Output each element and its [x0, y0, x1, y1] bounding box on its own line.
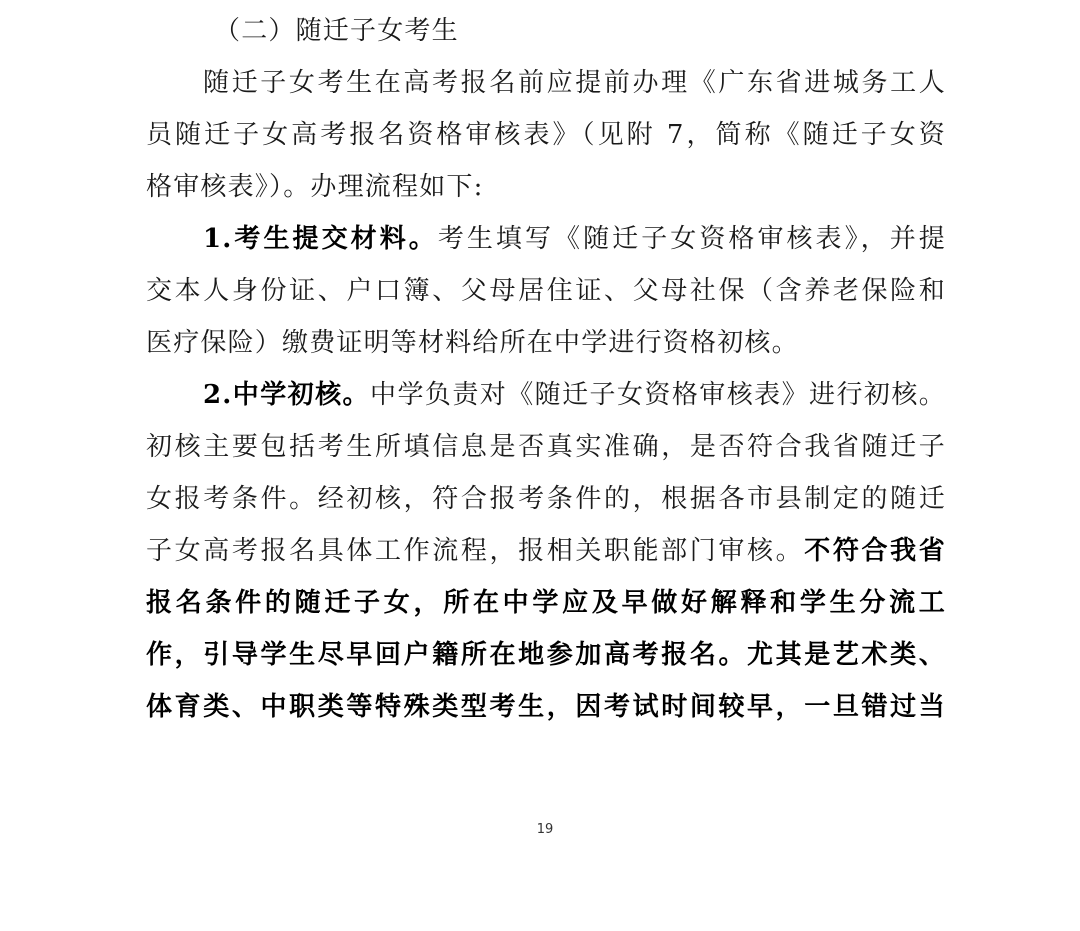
step-1-text: 考生填写《随迁子女资格审核表》，并提 [437, 224, 946, 254]
bold-paragraph-line: 作，引导学生尽早回户籍所在地参加高考报名。尤其是艺术类、 [146, 640, 946, 670]
step-1-line [203, 221, 946, 257]
page-number: 19 [536, 822, 554, 837]
step-2-text: 中学负责对《随迁子女资格审核表》进行初核。 [370, 380, 947, 410]
step-1-title: 1.考生提交材料。 [203, 224, 438, 254]
bold-paragraph-line: 报名条件的随迁子女，所在中学应及早做好解释和学生分流工 [146, 588, 946, 618]
paragraph-line: 随迁子女考生在高考报名前应提前办理《广东省进城务工人 [203, 68, 946, 98]
step-2-line [203, 377, 946, 413]
paragraph-line: 初核主要包括考生所填信息是否真实准确，是否符合我省随迁子 [146, 432, 946, 462]
paragraph-line-mixed [146, 533, 946, 569]
bold-paragraph-line: 体育类、中职类等特殊类型考生，因考试时间较早，一旦错过当 [146, 692, 946, 722]
step-2-title: 2.中学初核。 [203, 380, 370, 410]
paragraph-line: 医疗保险）缴费证明等材料给所在中学进行资格初核。 [146, 328, 799, 358]
paragraph-line: 交本人身份证、户口簿、父母居住证、父母社保（含养老保险和 [146, 276, 946, 306]
paragraph-line: 员随迁子女高考报名资格审核表》（见附 7，简称《随迁子女资 [146, 120, 946, 150]
paragraph-line: 女报考条件。经初核，符合报考条件的，根据各市县制定的随迁 [146, 484, 946, 514]
bold-text: 不符合我省 [804, 536, 946, 566]
paragraph-line: 格审核表》）。办理流程如下: [146, 172, 484, 202]
plain-text: 子女高考报名具体工作流程，报相关职能部门审核。 [146, 536, 805, 566]
section-heading: （二）随迁子女考生 [214, 16, 459, 46]
